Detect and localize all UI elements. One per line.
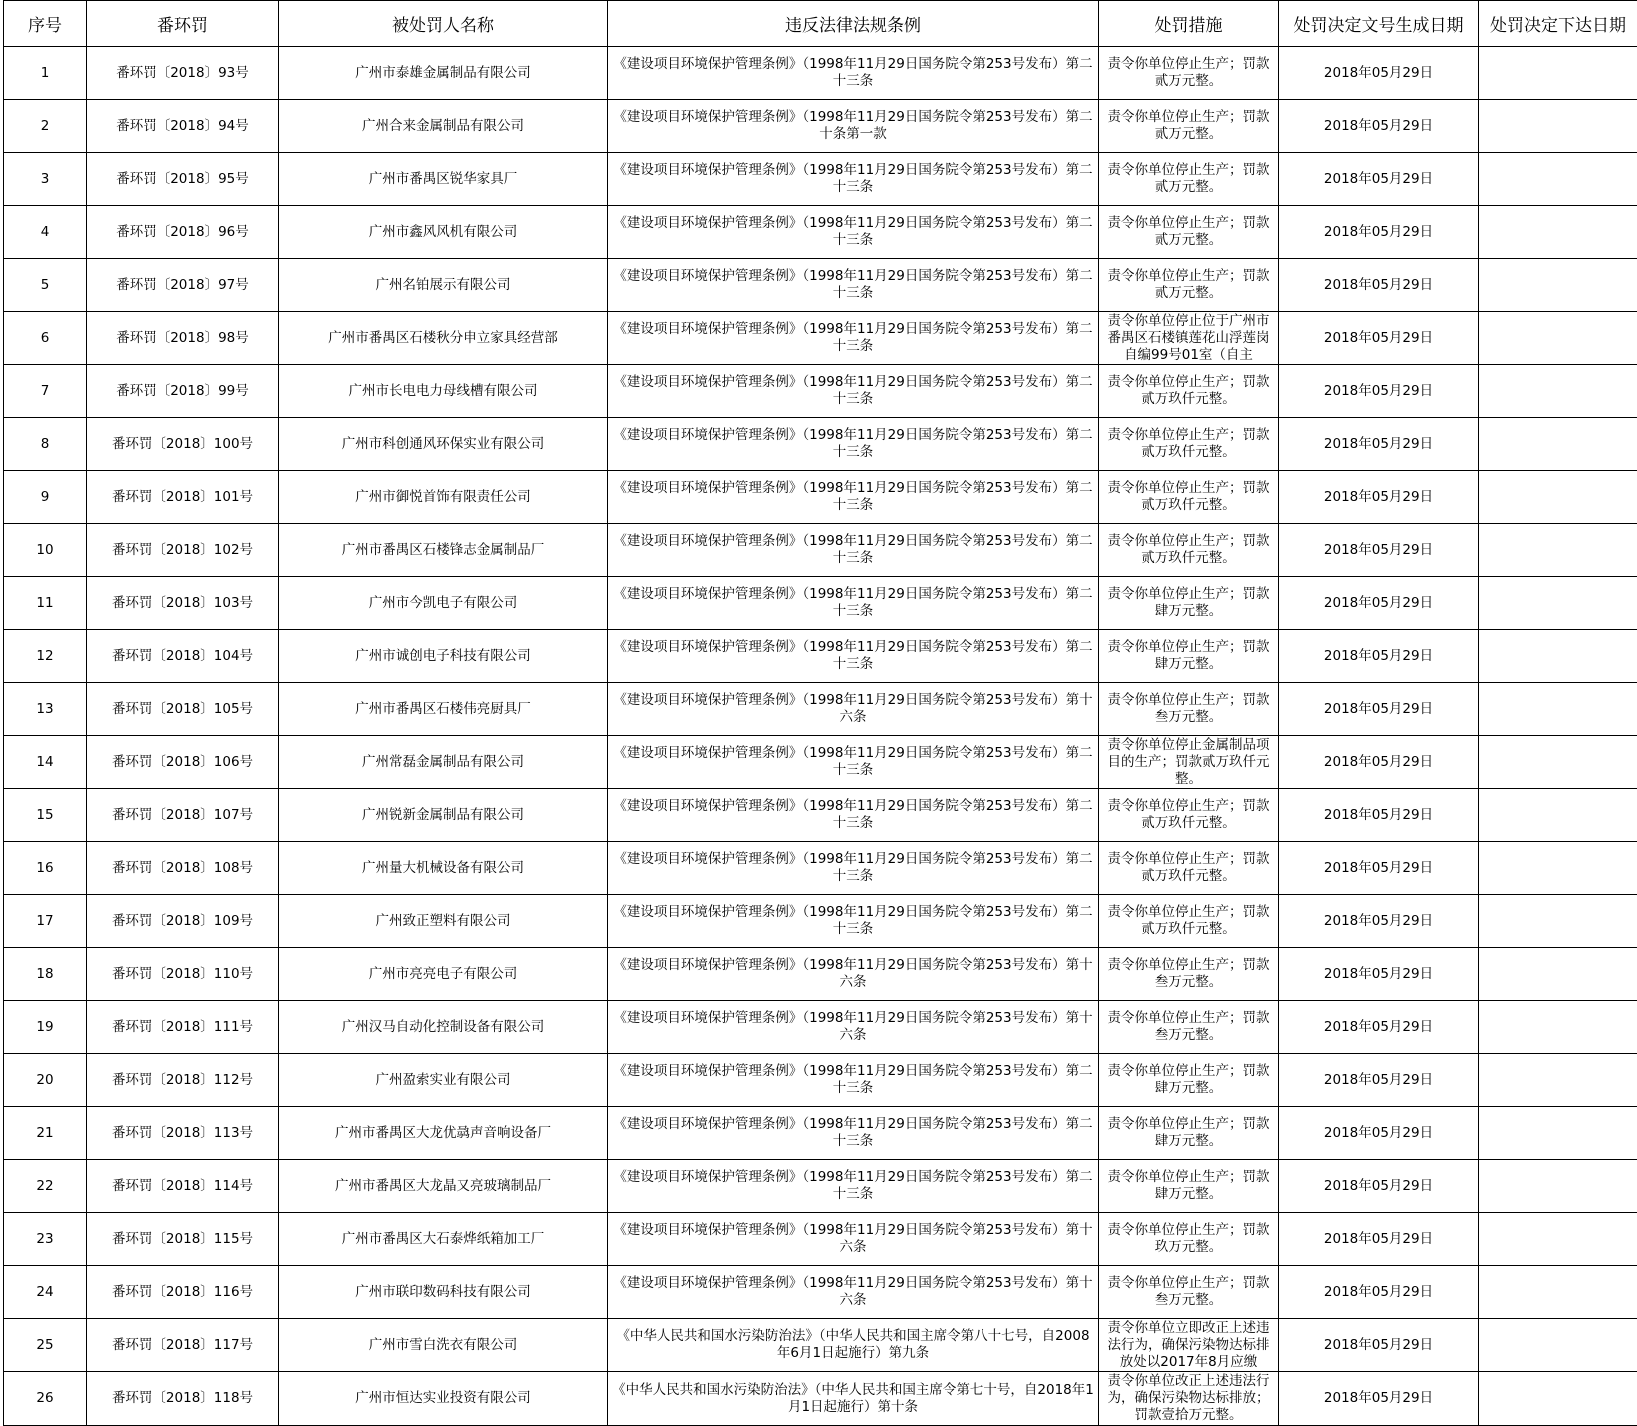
- cell-doc-no: 番环罚〔2018〕111号: [87, 1001, 279, 1054]
- cell-law: [608, 948, 1099, 1001]
- cell-measure-text: 责令你单位停止生产；罚款贰万元整。: [1103, 56, 1274, 90]
- cell-law: [608, 1213, 1099, 1266]
- cell-seq: 16: [4, 842, 87, 895]
- cell-issue-date: [1479, 842, 1637, 895]
- cell-law-text: 《建设项目环境保护管理条例》（1998年11月29日国务院令第253号发布）第十六条: [611, 1010, 1095, 1044]
- cell-name: 广州合来金属制品有限公司: [279, 100, 608, 153]
- cell-gen-date: 2018年05月29日: [1279, 895, 1479, 948]
- cell-law-text: 《建设项目环境保护管理条例》（1998年11月29日国务院令第253号发布）第二十条第一款: [611, 109, 1095, 143]
- table-row: [4, 47, 1637, 100]
- cell-measure: [1099, 47, 1279, 100]
- cell-measure: [1099, 471, 1279, 524]
- cell-seq: 10: [4, 524, 87, 577]
- table-row: [4, 1160, 1637, 1213]
- cell-measure: [1099, 312, 1279, 365]
- cell-law-text: 《建设项目环境保护管理条例》（1998年11月29日国务院令第253号发布）第十六条: [611, 1275, 1095, 1309]
- table-row: [4, 312, 1637, 365]
- cell-name: 广州量大机械设备有限公司: [279, 842, 608, 895]
- cell-gen-date: 2018年05月29日: [1279, 100, 1479, 153]
- cell-issue-date: [1479, 895, 1637, 948]
- cell-name: 广州市番禺区大龙优骉声音响设备厂: [279, 1107, 608, 1160]
- cell-measure-text: 责令你单位停止生产；罚款叁万元整。: [1103, 692, 1274, 726]
- cell-name: 广州市鑫风风机有限公司: [279, 206, 608, 259]
- cell-gen-date: 2018年05月29日: [1279, 736, 1479, 789]
- table-row: [4, 895, 1637, 948]
- cell-law: [608, 312, 1099, 365]
- cell-issue-date: [1479, 471, 1637, 524]
- cell-measure: [1099, 1001, 1279, 1054]
- cell-measure-text: 责令你单位停止生产；罚款贰万玖仟元整。: [1103, 427, 1274, 461]
- cell-measure-text: 责令你单位停止生产；罚款肆万元整。: [1103, 1116, 1274, 1150]
- cell-gen-date: 2018年05月29日: [1279, 153, 1479, 206]
- cell-doc-no: 番环罚〔2018〕106号: [87, 736, 279, 789]
- cell-issue-date: [1479, 524, 1637, 577]
- cell-gen-date: 2018年05月29日: [1279, 1372, 1479, 1426]
- cell-measure-text: 责令你单位停止生产；罚款贰万元整。: [1103, 268, 1274, 302]
- cell-doc-no: 番环罚〔2018〕107号: [87, 789, 279, 842]
- cell-seq: 8: [4, 418, 87, 471]
- header-issue-date: 处罚决定下达日期: [1479, 1, 1637, 47]
- table-row: [4, 259, 1637, 312]
- table-row: [4, 948, 1637, 1001]
- cell-seq: 4: [4, 206, 87, 259]
- cell-measure: [1099, 683, 1279, 736]
- cell-name: 广州常磊金属制品有限公司: [279, 736, 608, 789]
- cell-doc-no: 番环罚〔2018〕94号: [87, 100, 279, 153]
- cell-name: 广州市恒达实业投资有限公司: [279, 1372, 608, 1426]
- cell-gen-date: 2018年05月29日: [1279, 789, 1479, 842]
- table-row: [4, 683, 1637, 736]
- penalty-table: [3, 0, 1637, 1426]
- cell-gen-date: 2018年05月29日: [1279, 1160, 1479, 1213]
- cell-issue-date: [1479, 259, 1637, 312]
- cell-gen-date: 2018年05月29日: [1279, 206, 1479, 259]
- cell-doc-no: 番环罚〔2018〕96号: [87, 206, 279, 259]
- cell-doc-no: 番环罚〔2018〕118号: [87, 1372, 279, 1426]
- cell-seq: 24: [4, 1266, 87, 1319]
- cell-measure: [1099, 948, 1279, 1001]
- cell-name: 广州市科创通风环保实业有限公司: [279, 418, 608, 471]
- table-row: [4, 842, 1637, 895]
- cell-seq: 6: [4, 312, 87, 365]
- cell-name: 广州市番禺区大龙晶又亮玻璃制品厂: [279, 1160, 608, 1213]
- cell-gen-date: 2018年05月29日: [1279, 683, 1479, 736]
- table-row: [4, 524, 1637, 577]
- cell-seq: 14: [4, 736, 87, 789]
- cell-law: [608, 895, 1099, 948]
- header-measure: 处罚措施: [1099, 1, 1279, 47]
- cell-doc-no: 番环罚〔2018〕116号: [87, 1266, 279, 1319]
- cell-doc-no: 番环罚〔2018〕108号: [87, 842, 279, 895]
- cell-measure-text: 责令你单位停止生产；罚款叁万元整。: [1103, 1275, 1274, 1309]
- cell-seq: 3: [4, 153, 87, 206]
- cell-law: [608, 1372, 1099, 1426]
- cell-law-text: 《建设项目环境保护管理条例》（1998年11月29日国务院令第253号发布）第二十三条: [611, 639, 1095, 673]
- cell-measure-text: 责令你单位停止生产；罚款叁万元整。: [1103, 1010, 1274, 1044]
- table-row: [4, 206, 1637, 259]
- table-row: [4, 1213, 1637, 1266]
- cell-law: [608, 1160, 1099, 1213]
- header-row: [4, 1, 1637, 47]
- cell-law-text: 《建设项目环境保护管理条例》（1998年11月29日国务院令第253号发布）第二十三条: [611, 1063, 1095, 1097]
- cell-name: 广州市番禺区大石泰烨纸箱加工厂: [279, 1213, 608, 1266]
- cell-law: [608, 1266, 1099, 1319]
- cell-measure: [1099, 1054, 1279, 1107]
- cell-seq: 5: [4, 259, 87, 312]
- cell-issue-date: [1479, 418, 1637, 471]
- cell-gen-date: 2018年05月29日: [1279, 1213, 1479, 1266]
- cell-seq: 18: [4, 948, 87, 1001]
- cell-law-text: 《中华人民共和国水污染防治法》（中华人民共和国主席令第七十号，自2018年1月1日起施行）第十条: [611, 1382, 1095, 1416]
- header-name: 被处罚人名称: [279, 1, 608, 47]
- cell-gen-date: 2018年05月29日: [1279, 948, 1479, 1001]
- cell-gen-date: 2018年05月29日: [1279, 1001, 1479, 1054]
- header-gen-date: 处罚决定文号生成日期: [1279, 1, 1479, 47]
- cell-doc-no: 番环罚〔2018〕99号: [87, 365, 279, 418]
- cell-measure-text: 责令你单位停止生产；罚款贰万玖仟元整。: [1103, 904, 1274, 938]
- cell-name: 广州市泰雄金属制品有限公司: [279, 47, 608, 100]
- cell-measure: [1099, 153, 1279, 206]
- cell-doc-no: 番环罚〔2018〕102号: [87, 524, 279, 577]
- cell-measure-text: 责令你单位停止生产；罚款贰万元整。: [1103, 215, 1274, 249]
- cell-name: 广州市番禺区石楼秋分申立家具经营部: [279, 312, 608, 365]
- cell-issue-date: [1479, 206, 1637, 259]
- cell-issue-date: [1479, 1001, 1637, 1054]
- cell-issue-date: [1479, 577, 1637, 630]
- cell-measure: [1099, 1107, 1279, 1160]
- cell-law-text: 《建设项目环境保护管理条例》（1998年11月29日国务院令第253号发布）第二十三条: [611, 904, 1095, 938]
- cell-measure: [1099, 206, 1279, 259]
- cell-law-text: 《建设项目环境保护管理条例》（1998年11月29日国务院令第253号发布）第二十三条: [611, 798, 1095, 832]
- cell-gen-date: 2018年05月29日: [1279, 471, 1479, 524]
- cell-law: [608, 365, 1099, 418]
- cell-issue-date: [1479, 100, 1637, 153]
- cell-seq: 2: [4, 100, 87, 153]
- table-row: [4, 1054, 1637, 1107]
- cell-seq: 12: [4, 630, 87, 683]
- cell-gen-date: 2018年05月29日: [1279, 1107, 1479, 1160]
- cell-measure: [1099, 789, 1279, 842]
- cell-measure-text: 责令你单位改正上述违法行为，确保污染物达标排放；罚款壹拾万元整。: [1103, 1373, 1274, 1424]
- cell-doc-no: 番环罚〔2018〕103号: [87, 577, 279, 630]
- cell-gen-date: 2018年05月29日: [1279, 418, 1479, 471]
- cell-measure: [1099, 736, 1279, 789]
- cell-gen-date: 2018年05月29日: [1279, 630, 1479, 683]
- cell-measure-text: 责令你单位停止生产；罚款贰万玖仟元整。: [1103, 374, 1274, 408]
- cell-law-text: 《建设项目环境保护管理条例》（1998年11月29日国务院令第253号发布）第二十三条: [611, 268, 1095, 302]
- cell-law: [608, 1319, 1099, 1372]
- cell-issue-date: [1479, 312, 1637, 365]
- cell-name: 广州市诚创电子科技有限公司: [279, 630, 608, 683]
- cell-issue-date: [1479, 630, 1637, 683]
- cell-law: [608, 1001, 1099, 1054]
- cell-law: [608, 100, 1099, 153]
- cell-doc-no: 番环罚〔2018〕109号: [87, 895, 279, 948]
- cell-law-text: 《建设项目环境保护管理条例》（1998年11月29日国务院令第253号发布）第十六条: [611, 1222, 1095, 1256]
- cell-measure: [1099, 524, 1279, 577]
- cell-doc-no: 番环罚〔2018〕104号: [87, 630, 279, 683]
- cell-doc-no: 番环罚〔2018〕101号: [87, 471, 279, 524]
- cell-measure: [1099, 1160, 1279, 1213]
- cell-law-text: 《建设项目环境保护管理条例》（1998年11月29日国务院令第253号发布）第二十三条: [611, 745, 1095, 779]
- cell-doc-no: 番环罚〔2018〕105号: [87, 683, 279, 736]
- cell-seq: 23: [4, 1213, 87, 1266]
- cell-measure-text: 责令你单位停止生产；罚款贰万玖仟元整。: [1103, 480, 1274, 514]
- cell-law: [608, 524, 1099, 577]
- table-row: [4, 471, 1637, 524]
- cell-issue-date: [1479, 1213, 1637, 1266]
- cell-law-text: 《建设项目环境保护管理条例》（1998年11月29日国务院令第253号发布）第二十三条: [611, 1116, 1095, 1150]
- cell-name: 广州锐新金属制品有限公司: [279, 789, 608, 842]
- cell-measure-text: 责令你单位停止生产；罚款贰万元整。: [1103, 109, 1274, 143]
- cell-law: [608, 206, 1099, 259]
- table-row: [4, 1266, 1637, 1319]
- cell-gen-date: 2018年05月29日: [1279, 1266, 1479, 1319]
- cell-seq: 11: [4, 577, 87, 630]
- cell-name: 广州盈索实业有限公司: [279, 1054, 608, 1107]
- cell-gen-date: 2018年05月29日: [1279, 1319, 1479, 1372]
- cell-law-text: 《建设项目环境保护管理条例》（1998年11月29日国务院令第253号发布）第二十三条: [611, 374, 1095, 408]
- cell-seq: 26: [4, 1372, 87, 1426]
- table-body: [4, 47, 1637, 1426]
- cell-measure-text: 责令你单位停止生产；罚款贰万玖仟元整。: [1103, 533, 1274, 567]
- cell-doc-no: 番环罚〔2018〕113号: [87, 1107, 279, 1160]
- cell-doc-no: 番环罚〔2018〕98号: [87, 312, 279, 365]
- cell-law: [608, 1107, 1099, 1160]
- cell-law: [608, 1054, 1099, 1107]
- cell-seq: 15: [4, 789, 87, 842]
- cell-law-text: 《建设项目环境保护管理条例》（1998年11月29日国务院令第253号发布）第二十三条: [611, 1169, 1095, 1203]
- cell-measure-text: 责令你单位停止生产；罚款叁万元整。: [1103, 957, 1274, 991]
- cell-name: 广州致正塑料有限公司: [279, 895, 608, 948]
- cell-name: 广州市番禺区锐华家具厂: [279, 153, 608, 206]
- table-row: [4, 630, 1637, 683]
- cell-issue-date: [1479, 47, 1637, 100]
- cell-measure: [1099, 895, 1279, 948]
- cell-measure-text: 责令你单位停止位于广州市番禺区石楼镇莲花山浮莲岗自编99号01室（自主: [1103, 313, 1274, 364]
- cell-issue-date: [1479, 1107, 1637, 1160]
- cell-measure-text: 责令你单位停止生产；罚款贰万元整。: [1103, 162, 1274, 196]
- cell-law-text: 《建设项目环境保护管理条例》（1998年11月29日国务院令第253号发布）第十六条: [611, 692, 1095, 726]
- cell-measure: [1099, 630, 1279, 683]
- table-row: [4, 1319, 1637, 1372]
- cell-issue-date: [1479, 1054, 1637, 1107]
- cell-doc-no: 番环罚〔2018〕97号: [87, 259, 279, 312]
- cell-law-text: 《建设项目环境保护管理条例》（1998年11月29日国务院令第253号发布）第二十三条: [611, 321, 1095, 355]
- cell-measure: [1099, 577, 1279, 630]
- cell-law-text: 《建设项目环境保护管理条例》（1998年11月29日国务院令第253号发布）第二十三条: [611, 851, 1095, 885]
- table-row: [4, 418, 1637, 471]
- cell-doc-no: 番环罚〔2018〕112号: [87, 1054, 279, 1107]
- header-seq: 序号: [4, 1, 87, 47]
- cell-measure-text: 责令你单位停止生产；罚款贰万玖仟元整。: [1103, 798, 1274, 832]
- cell-gen-date: 2018年05月29日: [1279, 259, 1479, 312]
- cell-gen-date: 2018年05月29日: [1279, 524, 1479, 577]
- header-doc-no: 番环罚: [87, 1, 279, 47]
- cell-law-text: 《中华人民共和国水污染防治法》（中华人民共和国主席令第八十七号，自2008年6月1日起施行）第九条: [611, 1328, 1095, 1362]
- cell-law: [608, 630, 1099, 683]
- table-row: [4, 1372, 1637, 1426]
- cell-issue-date: [1479, 365, 1637, 418]
- cell-law-text: 《建设项目环境保护管理条例》（1998年11月29日国务院令第253号发布）第二十三条: [611, 215, 1095, 249]
- cell-law-text: 《建设项目环境保护管理条例》（1998年11月29日国务院令第253号发布）第二十三条: [611, 162, 1095, 196]
- cell-doc-no: 番环罚〔2018〕95号: [87, 153, 279, 206]
- cell-law: [608, 736, 1099, 789]
- table-row: [4, 1107, 1637, 1160]
- cell-name: 广州市联印数码科技有限公司: [279, 1266, 608, 1319]
- cell-issue-date: [1479, 1160, 1637, 1213]
- cell-doc-no: 番环罚〔2018〕117号: [87, 1319, 279, 1372]
- cell-law-text: 《建设项目环境保护管理条例》（1998年11月29日国务院令第253号发布）第二十三条: [611, 56, 1095, 90]
- cell-measure-text: 责令你单位停止生产；罚款肆万元整。: [1103, 1169, 1274, 1203]
- cell-measure: [1099, 842, 1279, 895]
- cell-seq: 13: [4, 683, 87, 736]
- cell-issue-date: [1479, 789, 1637, 842]
- cell-measure-text: 责令你单位停止金属制品项目的生产；罚款贰万玖仟元整。: [1103, 737, 1274, 788]
- cell-measure-text: 责令你单位立即改正上述违法行为，确保污染物达标排放处以2017年8月应缴: [1103, 1320, 1274, 1371]
- cell-name: 广州市长电电力母线槽有限公司: [279, 365, 608, 418]
- cell-seq: 7: [4, 365, 87, 418]
- cell-issue-date: [1479, 1372, 1637, 1426]
- cell-seq: 25: [4, 1319, 87, 1372]
- cell-law: [608, 259, 1099, 312]
- cell-doc-no: 番环罚〔2018〕100号: [87, 418, 279, 471]
- cell-gen-date: 2018年05月29日: [1279, 577, 1479, 630]
- cell-measure-text: 责令你单位停止生产；罚款肆万元整。: [1103, 639, 1274, 673]
- cell-measure: [1099, 418, 1279, 471]
- cell-law: [608, 683, 1099, 736]
- cell-doc-no: 番环罚〔2018〕114号: [87, 1160, 279, 1213]
- cell-law-text: 《建设项目环境保护管理条例》（1998年11月29日国务院令第253号发布）第十六条: [611, 957, 1095, 991]
- table-row: [4, 577, 1637, 630]
- cell-law: [608, 153, 1099, 206]
- cell-name: 广州市亮亮电子有限公司: [279, 948, 608, 1001]
- cell-doc-no: 番环罚〔2018〕93号: [87, 47, 279, 100]
- cell-measure: [1099, 1266, 1279, 1319]
- cell-doc-no: 番环罚〔2018〕110号: [87, 948, 279, 1001]
- cell-gen-date: 2018年05月29日: [1279, 312, 1479, 365]
- cell-law-text: 《建设项目环境保护管理条例》（1998年11月29日国务院令第253号发布）第二十三条: [611, 427, 1095, 461]
- cell-name: 广州市番禺区石楼锋志金属制品厂: [279, 524, 608, 577]
- cell-seq: 21: [4, 1107, 87, 1160]
- cell-measure-text: 责令你单位停止生产；罚款贰万玖仟元整。: [1103, 851, 1274, 885]
- table-row: [4, 153, 1637, 206]
- cell-measure: [1099, 259, 1279, 312]
- cell-issue-date: [1479, 948, 1637, 1001]
- cell-measure: [1099, 1372, 1279, 1426]
- cell-issue-date: [1479, 683, 1637, 736]
- cell-law: [608, 577, 1099, 630]
- cell-name: 广州市雪白洗衣有限公司: [279, 1319, 608, 1372]
- table-row: [4, 1001, 1637, 1054]
- cell-measure-text: 责令你单位停止生产；罚款肆万元整。: [1103, 1063, 1274, 1097]
- cell-issue-date: [1479, 153, 1637, 206]
- table-row: [4, 100, 1637, 153]
- cell-name: 广州名铂展示有限公司: [279, 259, 608, 312]
- cell-law-text: 《建设项目环境保护管理条例》（1998年11月29日国务院令第253号发布）第二十三条: [611, 533, 1095, 567]
- cell-seq: 22: [4, 1160, 87, 1213]
- cell-seq: 19: [4, 1001, 87, 1054]
- table-row: [4, 789, 1637, 842]
- cell-law: [608, 418, 1099, 471]
- cell-issue-date: [1479, 1266, 1637, 1319]
- cell-issue-date: [1479, 1319, 1637, 1372]
- cell-gen-date: 2018年05月29日: [1279, 1054, 1479, 1107]
- cell-seq: 17: [4, 895, 87, 948]
- cell-measure-text: 责令你单位停止生产；罚款肆万元整。: [1103, 586, 1274, 620]
- cell-law-text: 《建设项目环境保护管理条例》（1998年11月29日国务院令第253号发布）第二十三条: [611, 480, 1095, 514]
- cell-name: 广州市御悦首饰有限责任公司: [279, 471, 608, 524]
- cell-law: [608, 842, 1099, 895]
- cell-measure-text: 责令你单位停止生产；罚款玖万元整。: [1103, 1222, 1274, 1256]
- cell-name: 广州市今凯电子有限公司: [279, 577, 608, 630]
- header-law: 违反法律法规条例: [608, 1, 1099, 47]
- cell-measure: [1099, 1213, 1279, 1266]
- cell-doc-no: 番环罚〔2018〕115号: [87, 1213, 279, 1266]
- cell-law: [608, 471, 1099, 524]
- cell-seq: 9: [4, 471, 87, 524]
- cell-gen-date: 2018年05月29日: [1279, 365, 1479, 418]
- table-row: [4, 365, 1637, 418]
- cell-law: [608, 789, 1099, 842]
- cell-issue-date: [1479, 736, 1637, 789]
- cell-seq: 20: [4, 1054, 87, 1107]
- cell-measure: [1099, 1319, 1279, 1372]
- cell-law: [608, 47, 1099, 100]
- cell-gen-date: 2018年05月29日: [1279, 842, 1479, 895]
- cell-name: 广州市番禺区石楼伟亮厨具厂: [279, 683, 608, 736]
- cell-seq: 1: [4, 47, 87, 100]
- cell-name: 广州汉马自动化控制设备有限公司: [279, 1001, 608, 1054]
- cell-measure: [1099, 100, 1279, 153]
- table-row: [4, 736, 1637, 789]
- cell-gen-date: 2018年05月29日: [1279, 47, 1479, 100]
- cell-measure: [1099, 365, 1279, 418]
- cell-law-text: 《建设项目环境保护管理条例》（1998年11月29日国务院令第253号发布）第二十三条: [611, 586, 1095, 620]
